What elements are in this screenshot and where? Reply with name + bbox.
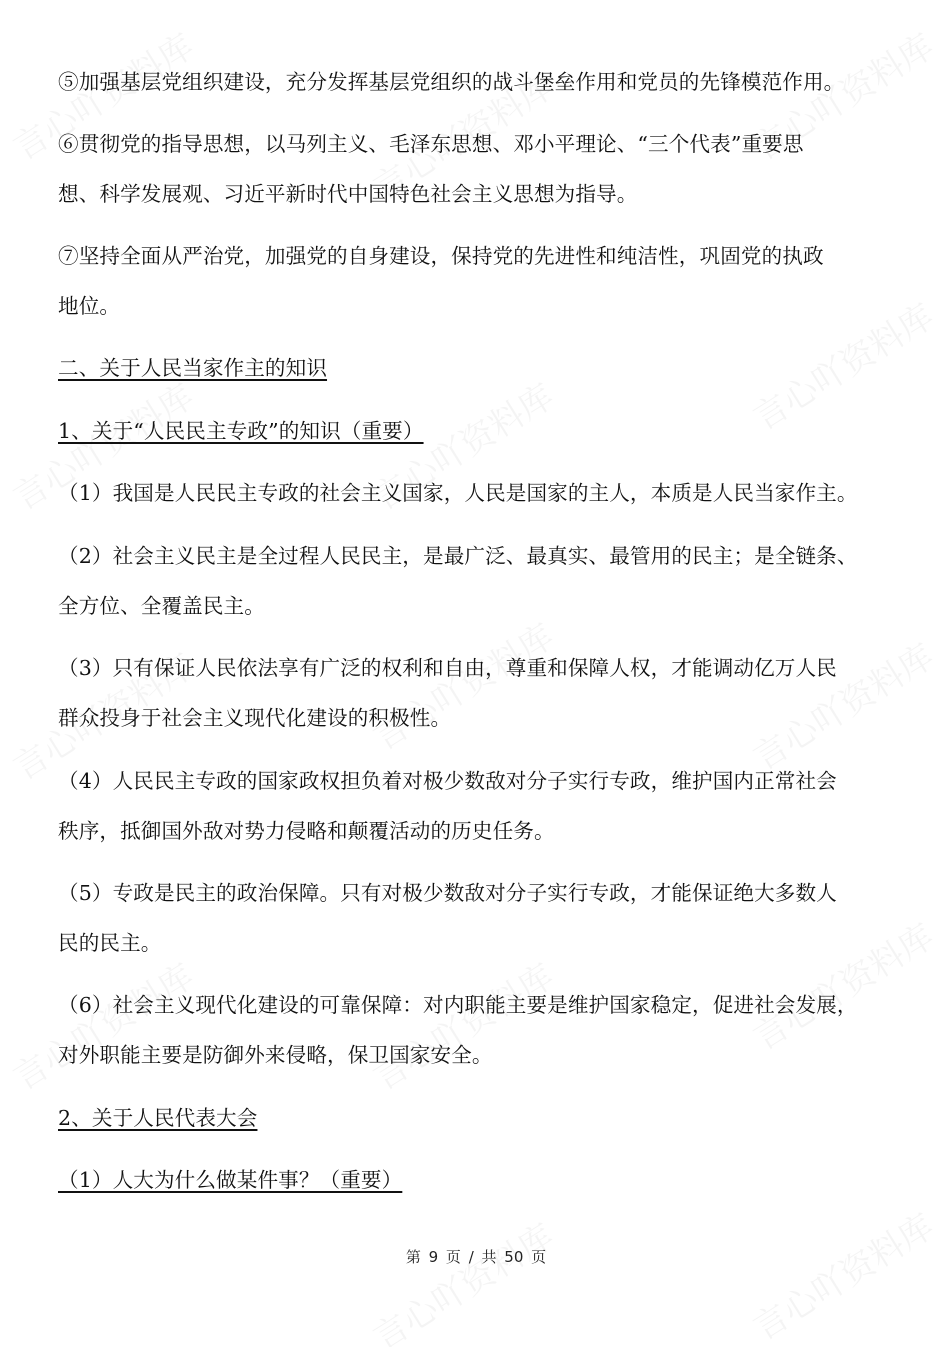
paragraph-line: 群众投身于社会主义现代化建设的积极性。: [58, 706, 452, 730]
subsection-heading: （1）人大为什么做某件事？（重要）: [58, 1168, 403, 1192]
paragraph-line: ⑤加强基层党组织建设，充分发挥基层党组织的战斗堡垒作用和党员的先锋模范作用。: [58, 70, 845, 94]
paragraph-line: （2）社会主义民主是全过程人民民主，是最广泛、最真实、最管用的民主；是全链条、: [58, 544, 858, 568]
subsection-heading: 2、关于人民代表大会: [58, 1106, 258, 1130]
paragraph-line: （1）我国是人民民主专政的社会主义国家，人民是国家的主人，本质是人民当家作主。: [58, 481, 858, 505]
paragraph-line: （4）人民民主专政的国家政权担负着对极少数敌对分子实行专政，维护国内正常社会: [58, 769, 837, 793]
paragraph-line: ⑦坚持全面从严治党，加强党的自身建设，保持党的先进性和纯洁性，巩固党的执政: [58, 244, 824, 268]
watermark: [363, 950, 562, 1100]
paragraph-line: （5）专政是民主的政治保障。只有对极少数敌对分子实行专政，才能保证绝大多数人: [58, 881, 837, 905]
watermark: [743, 1200, 942, 1347]
section-heading: 二、关于人民当家作主的知识: [58, 356, 328, 380]
paragraph-line: 想、科学发展观、习近平新时代中国特色社会主义思想为指导。: [58, 182, 638, 206]
paragraph-line: 全方位、全覆盖民主。: [58, 594, 265, 618]
paragraph-line: （6）社会主义现代化建设的可靠保障：对内职能主要是维护国家稳定，促进社会发展，: [58, 993, 858, 1017]
watermark: [743, 290, 942, 440]
paragraph-line: 民的民主。: [58, 931, 162, 955]
paragraph-line: ⑥贯彻党的指导思想，以马列主义、毛泽东思想、邓小平理论、“三个代表”重要思: [58, 132, 804, 156]
page-number: 第 9 页 / 共 50 页: [405, 1248, 547, 1266]
paragraph-line: 秩序，抵御国外敌对势力侵略和颠覆活动的历史任务。: [58, 819, 555, 843]
watermark: [3, 950, 202, 1100]
subsection-heading: 1、关于“人民民主专政”的知识（重要）: [58, 419, 424, 443]
watermark: [363, 1210, 562, 1347]
watermark: [363, 610, 562, 760]
paragraph-line: 对外职能主要是防御外来侵略，保卫国家安全。: [58, 1043, 493, 1067]
watermark: [743, 910, 942, 1060]
paragraph-line: （3）只有保证人民依法享有广泛的权利和自由，尊重和保障人权，才能调动亿万人民: [58, 656, 837, 680]
paragraph-line: 地位。: [58, 294, 121, 318]
watermark: [743, 630, 942, 780]
